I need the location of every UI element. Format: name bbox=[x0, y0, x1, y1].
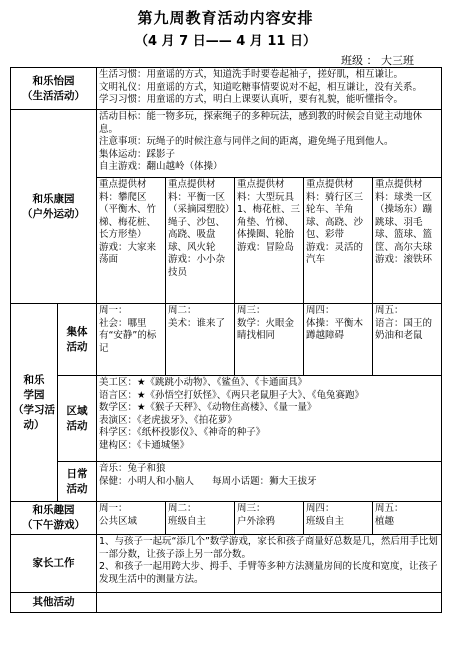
fun-day: 周四： 班级自主 bbox=[304, 502, 373, 535]
outdoor-zone: 重点提供材料：球类一区（操场东）蹦跳球、羽毛球、篮球、篮筐、高尔夫球 游戏：滚铁环 bbox=[373, 178, 442, 304]
daily-content bbox=[97, 462, 442, 502]
collective-day: 周一： 社会：哪里有“安静”的标记 bbox=[97, 304, 166, 376]
other-label: 其他活动 bbox=[11, 593, 97, 613]
outdoor-line: 集体运动：踩影子 bbox=[99, 148, 176, 160]
parent-line: 2、和孩子一起用跨大步、拇手、手臂等多种方法测量房间的长度和宽度，让孩子发现生活中的测量方法。 bbox=[99, 561, 438, 585]
outdoor-zone: 重点提供材料：骑行区三轮车、羊角球、高跷、沙包、彩带 游戏：灵活的汽车 bbox=[304, 178, 373, 304]
area-line: 美工区：★《跳跳小动物》、《鲨鱼》、《卡通面具》 bbox=[99, 377, 308, 388]
outdoor-zone: 重点提供材料：攀爬区（平衡木、竹梯、梅花桩、长方形垫） 游戏：大家来荡面 bbox=[97, 178, 166, 304]
area-content bbox=[97, 376, 442, 462]
collective-day: 周三： 数学：火眼金睛找相同 bbox=[235, 304, 304, 376]
class-label: 班级 ： 大三班 bbox=[341, 54, 414, 67]
outdoor-zone: 重点提供材料：平衡一区（采摘园塑胶）绳子、沙包、高跷、吸盘球、风火轮 游戏：小小杂技员 bbox=[166, 178, 235, 304]
daily-line: 保健：小明人和小脑人 每周小话题：狮大王拔牙 bbox=[99, 475, 317, 487]
collective-day: 周二： 美术：谁来了 bbox=[166, 304, 235, 376]
collective-day: 周四： 体操：平衡木蹲越障碍 bbox=[304, 304, 373, 376]
area-line: 表演区：《老虎拔牙》、《拍花萝》 bbox=[99, 414, 237, 426]
other-content bbox=[97, 593, 442, 613]
outdoor-label: 和乐康园 （户外运动） bbox=[11, 110, 97, 304]
area-label: 区域 活动 bbox=[58, 376, 97, 462]
fun-row bbox=[11, 502, 442, 535]
outdoor-line: 注意事项：玩绳子的时候注意与同伴之间的距离，避免绳子甩到他人。 bbox=[99, 136, 394, 147]
date-range: （4 月 7 日—— 4 月 11 日） bbox=[135, 34, 316, 49]
area-line: 科学区：《纸杯投影仪》、《神奇的种子》 bbox=[99, 427, 266, 438]
parent-content bbox=[97, 535, 442, 593]
outdoor-line: 活动目标：能一物多玩，探索绳子的多种玩法，感到教的时候会自觉主动地休息。 bbox=[99, 111, 423, 135]
daily-row bbox=[11, 462, 442, 502]
fun-label: 和乐趣园 （下午游戏） bbox=[11, 502, 97, 535]
area-line: 建构区：《卡通城堡》 bbox=[99, 439, 190, 451]
life-content bbox=[97, 68, 442, 110]
life-line: 学习习惯：用童谣的方式，明白上课要认真听，要有礼貌，能听懂指令。 bbox=[99, 94, 404, 105]
area-line: 数学区：★《猴子天秤》、《动物住高楼》、《量一量》 bbox=[99, 402, 317, 413]
daily-label: 日常 活动 bbox=[58, 462, 97, 502]
life-line: 文明礼仪：用童谣的方式，知道吃糖事情要说对不起，相互谦让，没有关系。 bbox=[99, 81, 423, 93]
parent-line: 1、与孩子一起玩“添几个”数学游戏，家长和孩子商量好总数是几，然后用手比划一部分数，让孩子添上另一部分数。 bbox=[99, 536, 438, 560]
fun-day: 周一： 公共区域 bbox=[97, 502, 166, 535]
page-title: 第九周教育活动内容安排 bbox=[137, 9, 314, 27]
collective-row bbox=[11, 304, 442, 376]
life-line: 生活习惯：用童谣的方式，知道洗手时要卷起袖子，搓好肌，相互谦让。 bbox=[99, 69, 404, 80]
study-label: 和乐 学园 （学习活动） bbox=[11, 304, 58, 502]
parent-row bbox=[11, 535, 442, 593]
area-row bbox=[11, 376, 442, 462]
outdoor-zone: 重点提供材料：大型玩具 1、梅花桩、三角垫、竹梯、体操圈、轮胎 游戏：冒险岛 bbox=[235, 178, 304, 304]
outdoor-info bbox=[97, 110, 442, 178]
other-row bbox=[11, 593, 442, 613]
parent-label: 家长工作 bbox=[11, 535, 97, 593]
collective-day: 周五： 语言：国王的奶油和老鼠 bbox=[373, 304, 442, 376]
life-label: 和乐怡园 （生活活动） bbox=[11, 68, 97, 110]
fun-day: 周三： 户外涂鸦 bbox=[235, 502, 304, 535]
area-line: 语言区：★《孙悟空打妖怪》、《两只老鼠胆子大》、《龟兔赛跑》 bbox=[99, 389, 365, 401]
outdoor-line: 自主游戏：翻山越岭（体操） bbox=[99, 161, 223, 172]
fun-day: 周五： 植趣 bbox=[373, 502, 442, 535]
schedule-table bbox=[10, 67, 442, 613]
fun-day: 周二： 班级自主 bbox=[166, 502, 235, 535]
outdoor-row bbox=[11, 110, 442, 178]
daily-line: 音乐：兔子和狼 bbox=[99, 463, 166, 474]
life-row bbox=[11, 68, 442, 110]
collective-label: 集体 活动 bbox=[58, 304, 97, 376]
